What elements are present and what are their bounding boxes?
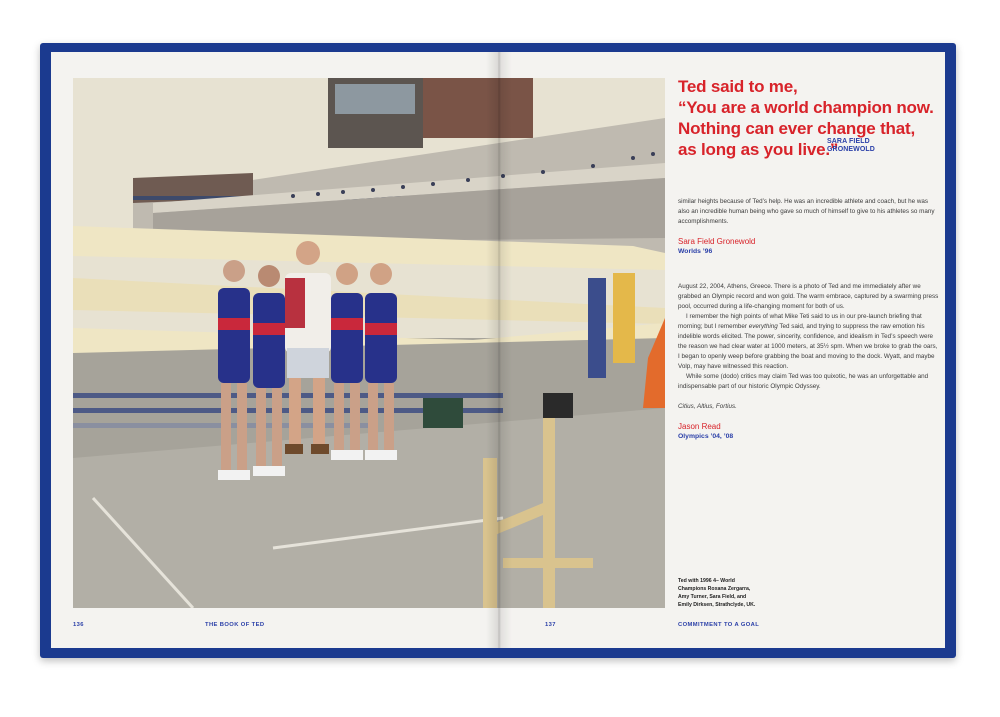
team-photo [73, 78, 665, 608]
quote-line: Ted said to me, [678, 77, 798, 96]
signature-name: Sara Field Gronewold [678, 237, 756, 246]
signature-subtitle: Worlds ’96 [678, 248, 713, 255]
pull-quote [678, 76, 940, 160]
quote-line: as long as you live.” [678, 140, 839, 159]
body-text-top [678, 197, 940, 256]
quote-attribution: SARA FIELD GRONEWOLD [827, 138, 875, 153]
signature-subtitle: Olympics ’04, ’08 [678, 433, 734, 440]
left-running-head: THE BOOK OF TED [205, 622, 265, 628]
right-page-number: 137 [545, 622, 556, 628]
paragraph: similar heights because of Ted’s help. He was an incredible athlete and coach, but he was also an incredible human being who gave so much of himself to give to his athletes so many accomplishments. [678, 198, 935, 225]
quote-line: “You are a world champion now. [678, 98, 934, 117]
body-text-bottom [678, 282, 940, 441]
paragraph: While some (dodo) critics may claim Ted was too quixotic, he was an unforgettable and indispensable part of our historic Olympic Odyssey. [678, 373, 929, 390]
photo-caption: Ted with 1996 4– World Champions Roxana Zergarra, Amy Turner, Sara Field, and Emily Dirksen, Strathclyde, UK. [678, 578, 756, 608]
paragraph: I remember the high points of what Mike Teti said to us in our pre-launch briefing that morning; but I remember everything Ted said, and trying to suppress the raw emotion his indelible words elicited. The power, sincerity, confidence, and idealism in Ted’s speech were the reason we had clear water at 1000 meters, at 35½ spm. When we broke to grab the oars, I began to openly weep before grabbing the boat and moving to the dock. Wyatt, and maybe Volp, may have witnessed this reaction. [678, 313, 938, 370]
paragraph: August 22, 2004, Athens, Greece. There is a photo of Ted and me immediately after we grabbed an Olympic record and won gold. The warm embrace, captured by a swarming press pool, occurred during a life-changing moment for both of us. [678, 283, 939, 310]
left-page-number: 136 [73, 622, 84, 628]
motto: Citius, Altius, Fortius. [678, 403, 737, 410]
right-running-head: COMMITMENT TO A GOAL [678, 622, 760, 628]
quote-line: Nothing can ever change that, [678, 119, 915, 138]
signature-name: Jason Read [678, 422, 721, 431]
